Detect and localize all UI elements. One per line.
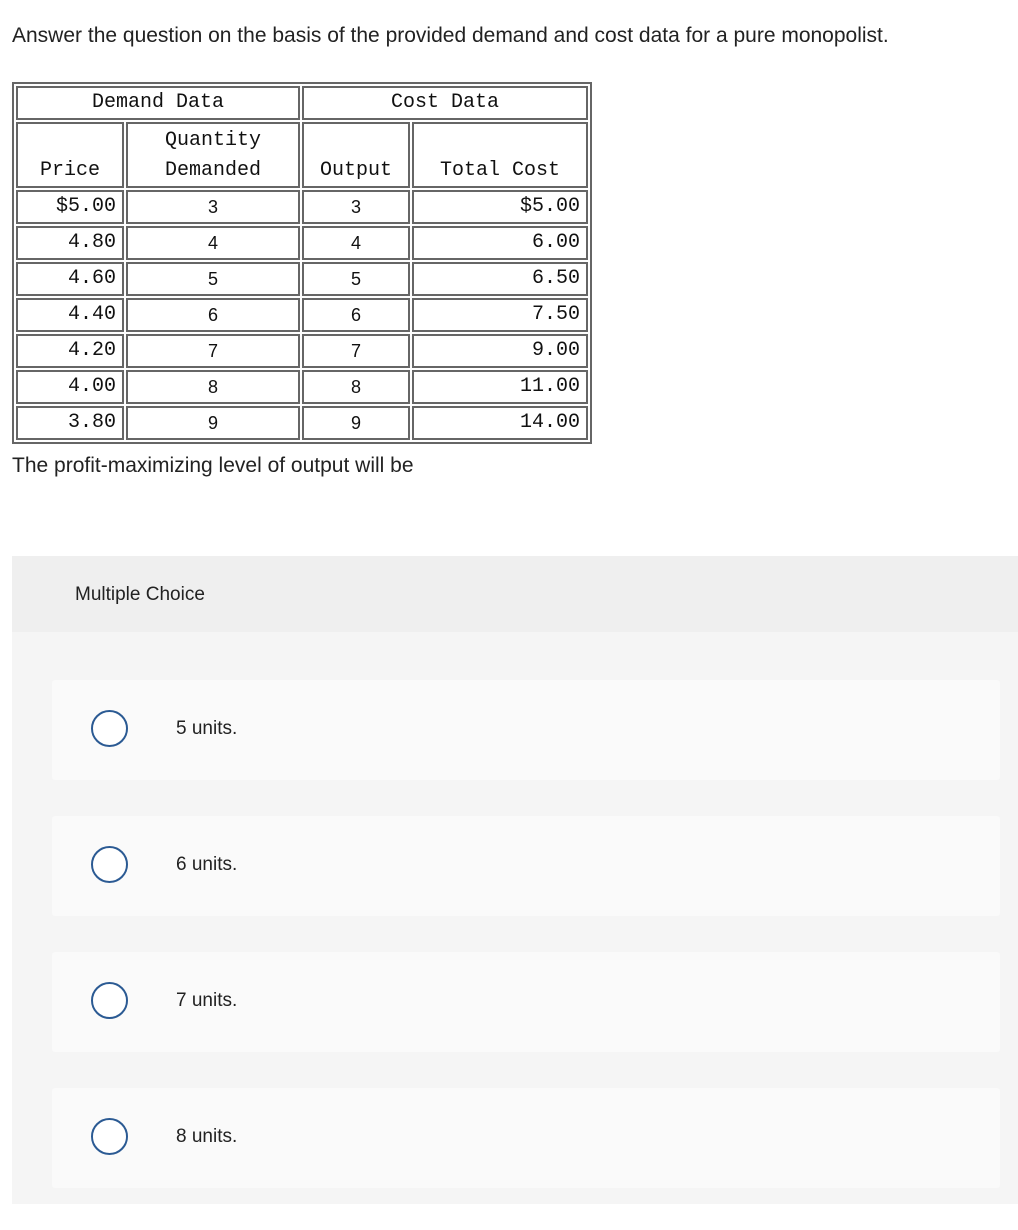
choice-label: 5 units.	[176, 718, 238, 739]
radio-button-icon[interactable]	[91, 1118, 128, 1155]
radio-button-icon[interactable]	[91, 846, 128, 883]
total-cost-cell: 9.00	[412, 334, 588, 368]
multiple-choice-title: Multiple Choice	[75, 584, 205, 605]
output-cell: 3	[302, 190, 410, 224]
quantity-cell: 9	[126, 406, 300, 440]
radio-button-icon[interactable]	[91, 710, 128, 747]
table-row	[16, 226, 588, 260]
radio-button-icon[interactable]	[91, 982, 128, 1019]
choice-label: 6 units.	[176, 854, 238, 875]
output-cell: 7	[302, 334, 410, 368]
output-cell: 4	[302, 226, 410, 260]
quantity-header-line1: Quantity	[164, 129, 261, 152]
price-cell: 4.80	[16, 226, 124, 260]
price-cell: 4.40	[16, 298, 124, 332]
quantity-header-line2: Demanded	[164, 159, 261, 182]
table-row	[16, 190, 588, 224]
table-row	[16, 370, 588, 404]
choice-label: 8 units.	[176, 1126, 238, 1147]
choice-label: 7 units.	[176, 990, 238, 1011]
price-cell: 3.80	[16, 406, 124, 440]
price-cell: 4.60	[16, 262, 124, 296]
table-row	[16, 262, 588, 296]
choice-option[interactable]	[52, 680, 1000, 780]
choice-option[interactable]	[52, 1088, 1000, 1188]
total-cost-cell: 6.50	[412, 262, 588, 296]
choice-option[interactable]	[52, 952, 1000, 1052]
question-text: Answer the question on the basis of the provided demand and cost data for a pure monopolist.	[12, 24, 889, 47]
demand-cost-table	[12, 82, 592, 444]
total-cost-cell: 11.00	[412, 370, 588, 404]
quantity-cell: 3	[126, 190, 300, 224]
quantity-cell: 7	[126, 334, 300, 368]
total-cost-column-header: Total Cost	[412, 122, 588, 188]
multiple-choice-panel	[12, 556, 1018, 1204]
table-row	[16, 334, 588, 368]
table-group-header-row	[16, 86, 588, 120]
total-cost-cell: $5.00	[412, 190, 588, 224]
multiple-choice-header	[12, 556, 1018, 632]
price-cell: $5.00	[16, 190, 124, 224]
cost-data-header: Cost Data	[302, 86, 588, 120]
quantity-cell: 8	[126, 370, 300, 404]
output-cell: 5	[302, 262, 410, 296]
total-cost-cell: 7.50	[412, 298, 588, 332]
quantity-cell: 6	[126, 298, 300, 332]
demand-data-header: Demand Data	[16, 86, 300, 120]
output-cell: 6	[302, 298, 410, 332]
total-cost-cell: 14.00	[412, 406, 588, 440]
data-table-container	[12, 82, 592, 444]
output-cell: 9	[302, 406, 410, 440]
output-cell: 8	[302, 370, 410, 404]
quantity-cell: 4	[126, 226, 300, 260]
price-cell: 4.00	[16, 370, 124, 404]
price-cell: 4.20	[16, 334, 124, 368]
quantity-demanded-column-header	[126, 122, 300, 188]
quantity-cell: 5	[126, 262, 300, 296]
table-row	[16, 406, 588, 440]
table-column-header-row	[16, 122, 588, 188]
total-cost-cell: 6.00	[412, 226, 588, 260]
choice-option[interactable]	[52, 816, 1000, 916]
price-column-header: Price	[16, 122, 124, 188]
table-row	[16, 298, 588, 332]
question-prompt: The profit-maximizing level of output will be	[12, 454, 414, 477]
output-column-header: Output	[302, 122, 410, 188]
